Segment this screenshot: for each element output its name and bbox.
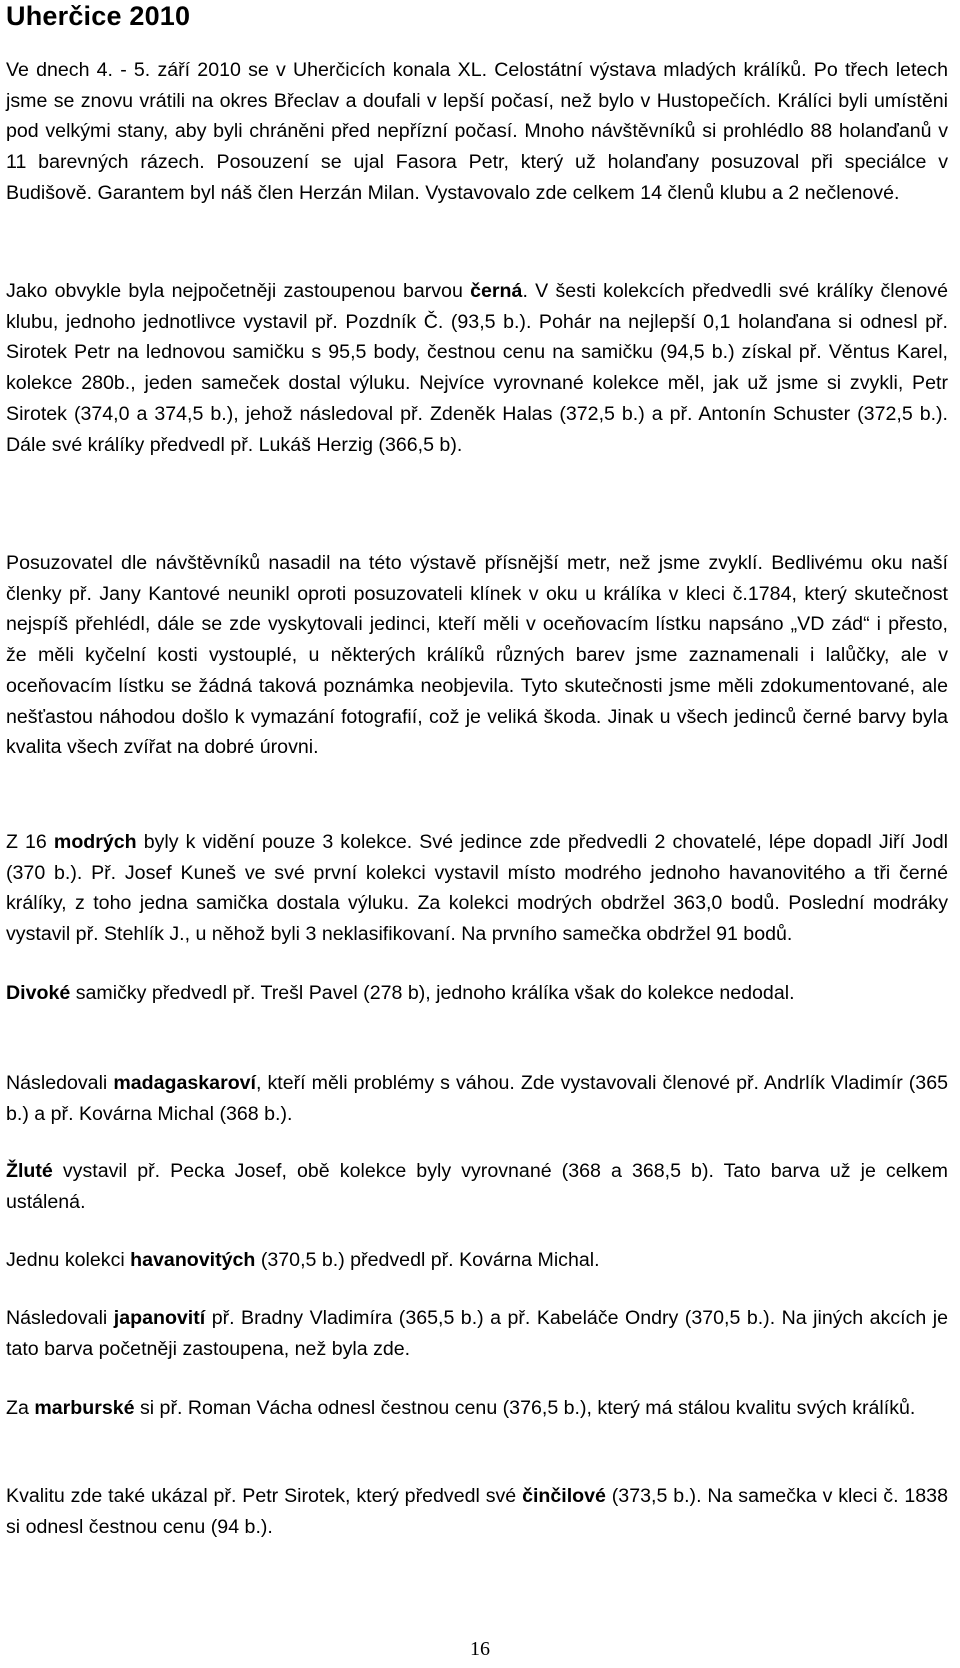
color-name-madagascar: madagaskaroví	[113, 1072, 257, 1094]
paragraph-japanese	[6, 1303, 948, 1364]
paragraph-text: . V šesti kolekcích předvedli své králíky členové klubu, jednoho jednotlivce vystavil př. Pozdník Č. (93,5 b.). Pohár na nejlepší 0,1 holanďana si odnesl př. Sirotek Petr na lednovou samičku s 95,5 body, čestnou cenu na samičku (94,5 b.) získal př. Věntus Karel, kolekce 280b., jeden sameček dostal výluku. Nejvíce vyrovnané kolekce měl, jak už jsme si zvykli, Petr Sirotek (374,0 a 374,5 b.), jehož následoval př. Zdeněk Halas (372,5 b.) a př. Antonín Schuster (372,5 b.). Dále své králíky předvedl př. Lukáš Herzig (366,5 b).	[6, 280, 948, 456]
paragraph-text: vystavil př. Pecka Josef, obě kolekce byly vyrovnané (368 a 368,5 b). Tato barva už je celkem ustálená.	[6, 1160, 948, 1213]
paragraph-blue	[6, 827, 948, 950]
paragraph-text: byly k vidění pouze 3 kolekce. Své jedince zde předvedli 2 chovatelé, lépe dopadl Jiří Jodl (370 b.). Př. Josef Kuneš ve své první kolekci vystavil místo modrého jednoho havanovitého a tři černé králíky, z toho jedna samička dostala výluku. Za kolekci modrých obdržel 363,0 bodů. Poslední modráky vystavil př. Stehlík J., u něhož byli 3 neklasifikovaní. Na prvního samečka obdržel 91 bodů.	[6, 831, 948, 946]
paragraph-text: si př. Roman Vácha odnesl čestnou cenu (376,5 b.), který má stálou kvalitu svých králíků.	[134, 1397, 916, 1419]
color-name-chinchilla: činčilové	[522, 1485, 606, 1507]
paragraph-text: Posuzovatel dle návštěvníků nasadil na této výstavě přísnější metr, než jsme zvyklí. Bedlivému oku naší členky př. Jany Kantové neunikl oproti posuzovateli klínek v oku u králíka v kleci č.1784, který skutečnost nejspíš přehlédl, dále se zde vyskytovali jedinci, kteří měli v oceňovacím lístku napsáno „VD zád“ i přesto, že měli kyčelní kosti vystouplé, u některých králíků různých barev jsme zaznamenali i lalůčky, ale v oceňovacím lístku se žádná taková poznámka neobjevila. Tyto skutečnosti jsme měli zdokumentované, ale nešťastou náhodou došlo k vymazání fotografií, což je veliká škoda. Jinak u všech jedinců černé barvy byla kvalita všech zvířat na dobré úrovni.	[6, 552, 948, 759]
page-number: 16	[470, 1638, 490, 1660]
paragraph-chinchilla	[6, 1481, 948, 1542]
paragraph-text: (373,5 b.). Na samečka v kleci č. 1838 si odnesl čestnou cenu (94 b.).	[6, 1485, 948, 1538]
color-name-marburg: marburské	[34, 1397, 135, 1419]
paragraph-text: Z 16	[6, 831, 54, 853]
paragraph-wild	[6, 978, 948, 1009]
paragraph-text: samičky předvedl př. Trešl Pavel (278 b), jednoho králíka však do kolekce nedodal.	[70, 982, 795, 1004]
paragraph-text: Ve dnech 4. - 5. září 2010 se v Uherčicích konala XL. Celostátní výstava mladých králíků. Po třech letech jsme se znovu vrátili na okres Břeclav a doufali v lepší počasí, než bylo v Hustopečích. Králíci byli umístěni pod velkými stany, aby byli chráněni před nepřízní počasí. Mnoho návštěvníků si prohlédlo 88 holanďanů v 11 barevných rázech. Posouzení se ujal Fasora Petr, který už holanďany posuzoval při speciálce v Budišově. Garantem byl náš člen Herzán Milan. Vystavovalo zde celkem 14 členů klubu a 2 nečlenové.	[6, 59, 948, 204]
page-title: Uherčice 2010	[6, 1, 191, 31]
paragraph-marburg	[6, 1393, 948, 1424]
paragraph-black	[6, 276, 948, 460]
color-name-blue: modrých	[53, 831, 137, 853]
color-name-yellow: Žluté	[6, 1160, 53, 1182]
color-name-japanese: japanovití	[113, 1307, 206, 1329]
paragraph-text: Následovali	[6, 1307, 114, 1329]
paragraph-havana	[6, 1245, 948, 1276]
paragraph-judging	[6, 548, 948, 763]
paragraph-text: Jednu kolekci	[6, 1249, 131, 1271]
paragraph-text: , kteří měli problémy s váhou. Zde vystavovali členové př. Andrlík Vladimír (365 b.) a př. Kovárna Michal (368 b.).	[6, 1072, 949, 1125]
color-name-havana: havanovitých	[130, 1249, 256, 1271]
color-name-black: černá	[470, 280, 523, 302]
paragraph-text: Za	[6, 1397, 35, 1419]
paragraph-text: Kvalitu zde také ukázal př. Petr Sirotek, který předvedl své	[6, 1485, 523, 1507]
color-name-wild: Divoké	[6, 982, 71, 1004]
paragraph-intro	[6, 55, 948, 209]
paragraph-yellow	[6, 1156, 948, 1217]
paragraph-text: př. Bradny Vladimíra (365,5 b.) a př. Kabeláče Ondry (370,5 b.). Na jiných akcích je tato barva početněji zastoupena, než byla zde.	[6, 1307, 949, 1360]
paragraph-text: (370,5 b.) předvedl př. Kovárna Michal.	[255, 1249, 600, 1271]
paragraph-text: Následovali	[6, 1072, 114, 1094]
paragraph-text: Jako obvykle byla nejpočetněji zastoupenou barvou	[6, 280, 471, 302]
paragraph-madagascar	[6, 1068, 948, 1129]
